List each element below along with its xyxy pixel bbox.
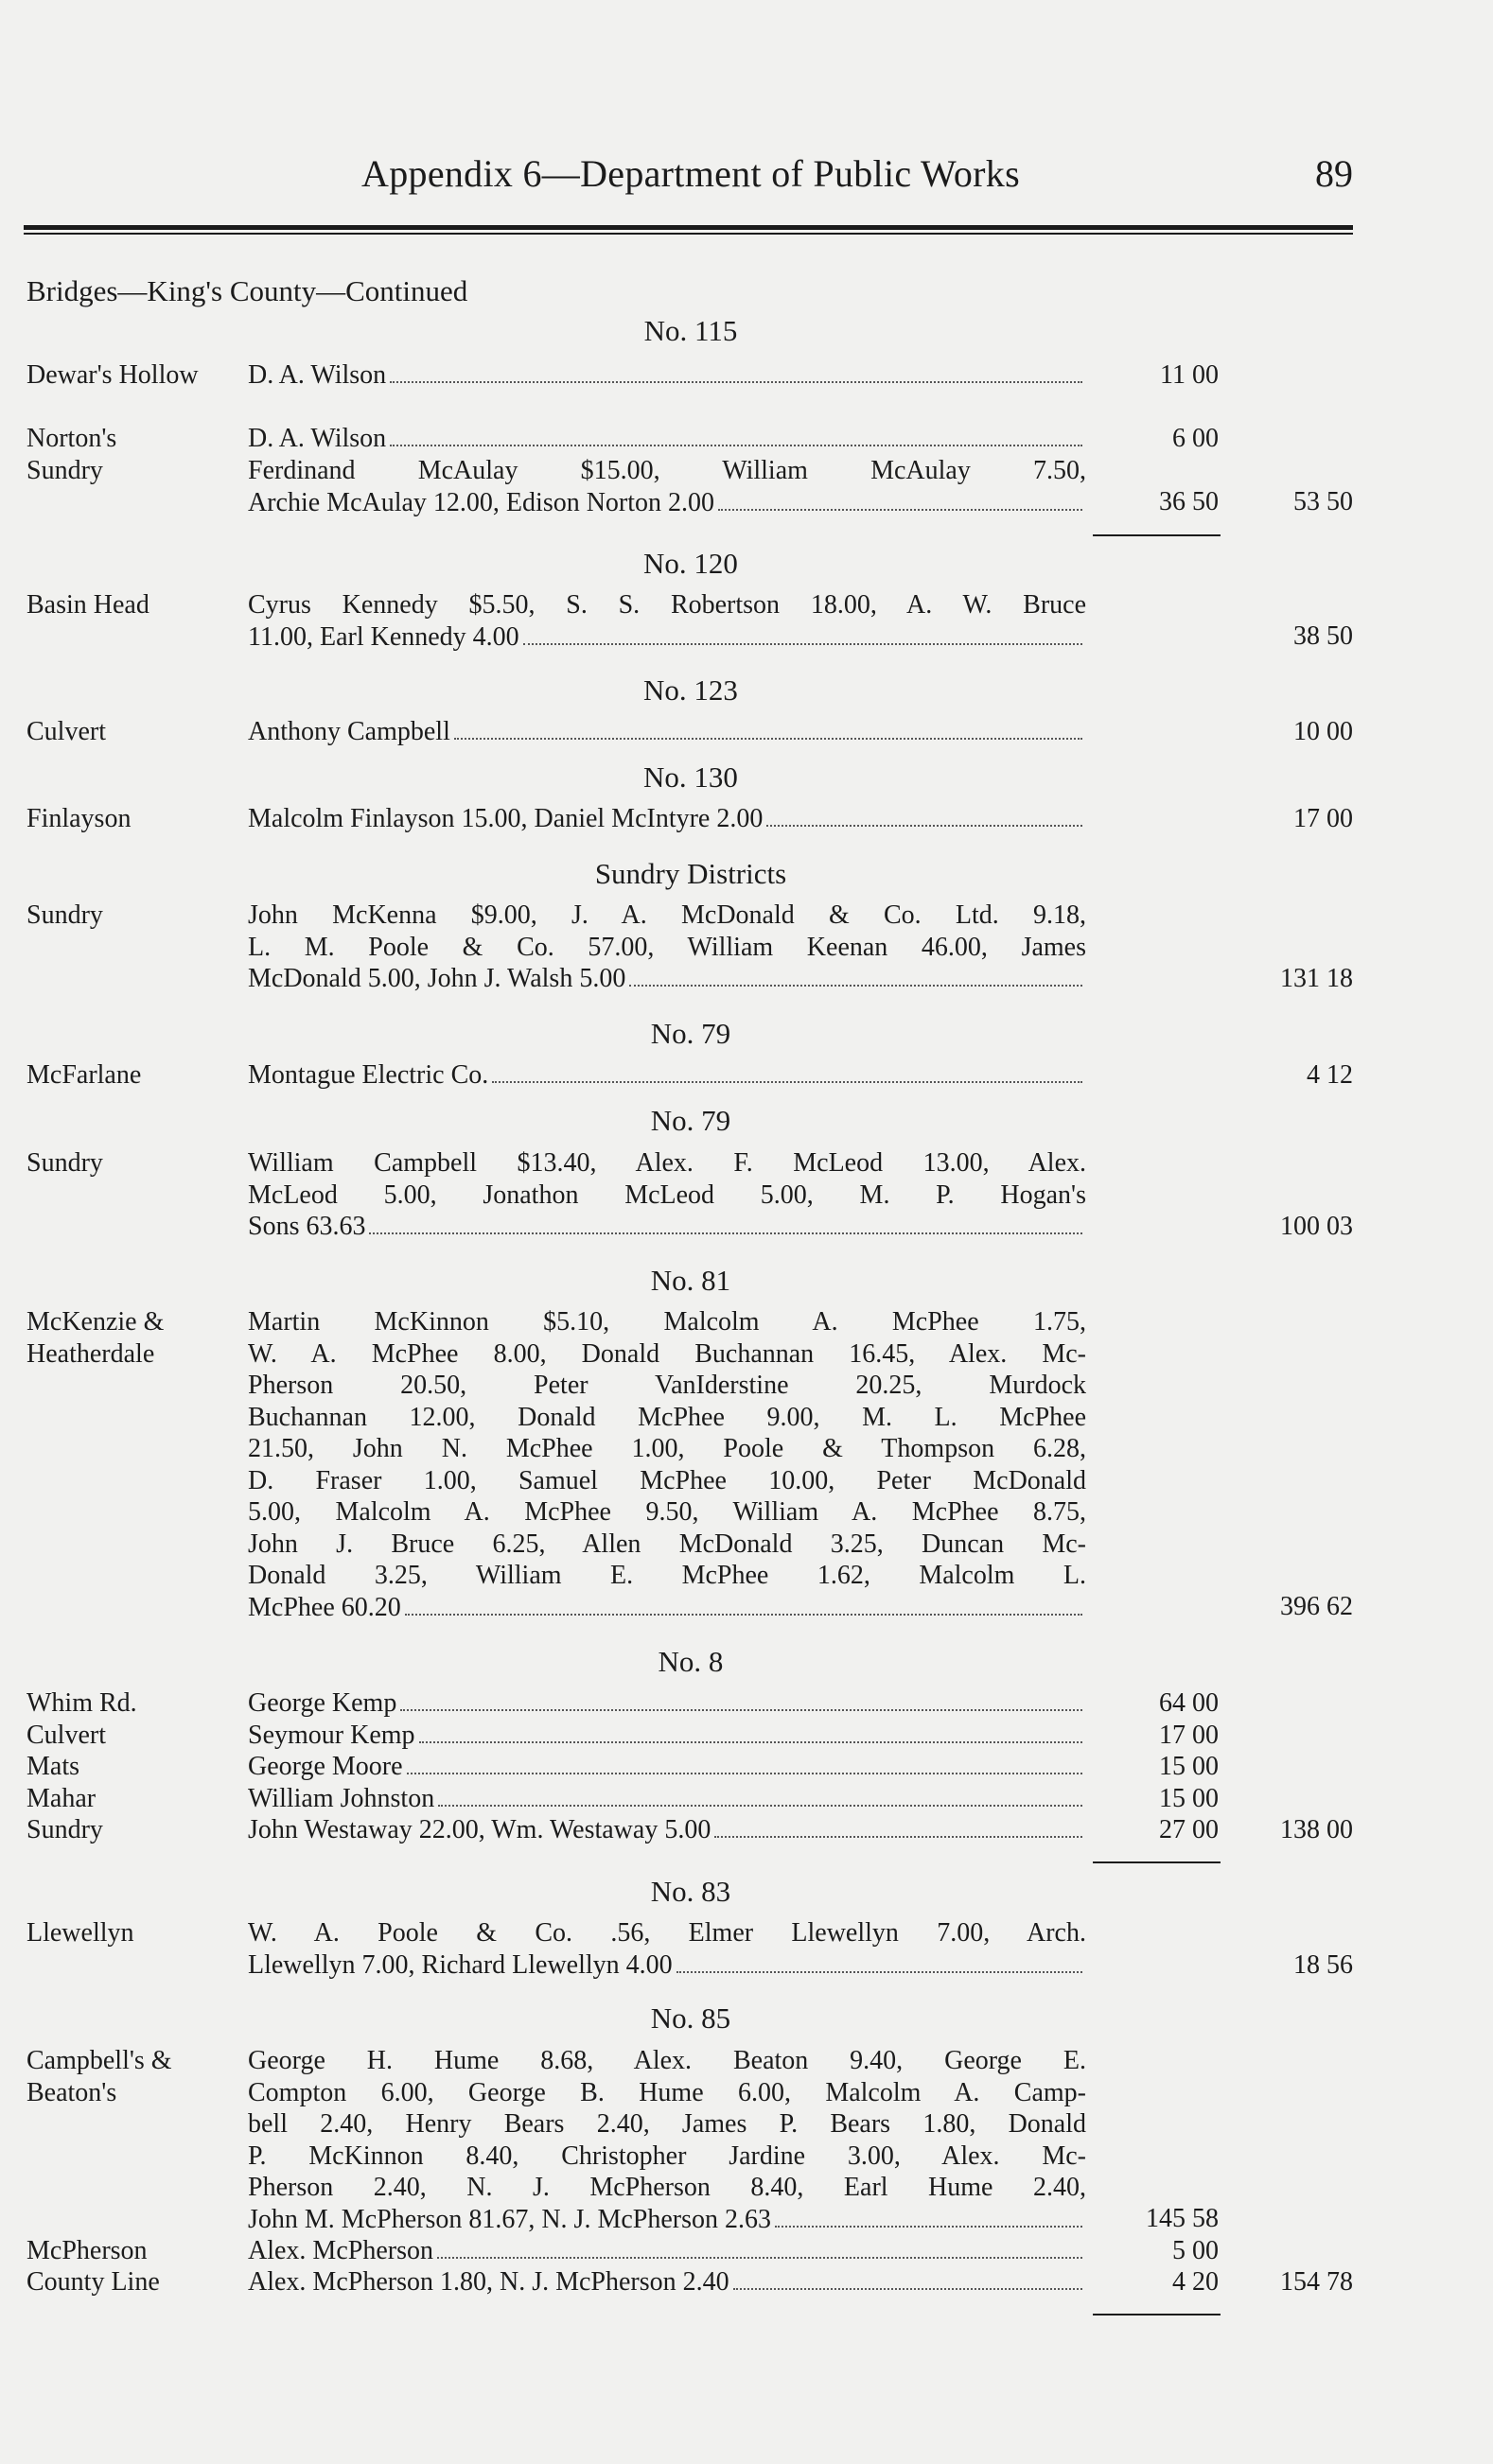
place-name: Sundry [26,456,103,485]
entry-description: D. A. Wilson [248,423,1086,455]
place-name: Norton's [26,424,117,453]
dot-leader [390,381,1082,383]
entry-description: George Moore [248,1751,1086,1783]
entry-amount: 5 00 [1172,2236,1219,2265]
entry-description: William Johnston [248,1783,1086,1815]
place-name: Culvert [26,717,106,746]
entry-description: Alex. McPherson [248,2235,1086,2267]
entry-amount: 15 00 [1159,1784,1219,1813]
entry-description: W. A. Poole & Co. .56, Elmer Llewellyn 7.00, Arch. Llewellyn 7.00, Richard Llewellyn 4.00 [248,1918,1086,1980]
entry-description: William Campbell $13.40, Alex. F. McLeod 13.00, Alex. McLeod 5.00, Jonathon McLeod 5.00, M. P. Hogan's Sons 63.63 [248,1148,1086,1241]
entry-description: Montague Electric Co. [248,1059,1086,1092]
block-total: 4 12 [1307,1060,1353,1090]
block-heading: Sundry Districts [594,857,787,890]
entry-description: George Kemp [248,1687,1086,1720]
entry-description: John Westaway 22.00, Wm. Westaway 5.00 [248,1814,1086,1846]
entry-description: Malcolm Finlayson 15.00, Daniel McIntyre 2.00 [248,803,1086,835]
entry-description: Seymour Kemp [248,1720,1086,1752]
block-total: 100 03 [1280,1212,1353,1241]
place-name: Mats [26,1752,79,1781]
dot-leader [523,643,1082,645]
block-total: 53 50 [1293,487,1353,516]
entry-amount: 17 00 [1159,1721,1219,1750]
block-total: 138 00 [1280,1815,1353,1844]
block-heading: No. 79 [650,1104,731,1137]
block-heading: No. 83 [650,1875,731,1908]
dot-leader [775,2226,1082,2228]
block-heading: No. 81 [650,1264,731,1297]
block-total: 17 00 [1293,804,1353,833]
block-total: 131 18 [1280,964,1353,993]
entry-description: George H. Hume 8.68, Alex. Beaton 9.40, George E. Compton 6.00, George B. Hume 6.00, Malcolm A. Camp- bell 2.40, Henry Bears 2.40, James P. Bears 1.80, Donald P. McKinnon 8.40, Christopher Jardine 3.00, Alex. Mc- Pherson 2.40, N. J. McPherson 8.40, Earl Hume 2.40, John M. McPherson 81.67, N. J. McPherson 2.63 [248,2046,1086,2234]
place-name: Sundry [26,1815,103,1844]
place-name: McKenzie & Heatherdale [26,1307,165,1369]
entry-description: Martin McKinnon $5.10, Malcolm A. McPhee 1.75, W. A. McPhee 8.00, Donald Buchannan 16.45, Alex. Mc- Pherson 20.50, Peter VanIderstine 20.25, Murdock Buchannan 12.00, Donald McPhee 9.00, M. L. McPhee 21.50, John N. McPhee 1.00, Poole & Thompson 6.28, D. Fraser 1.00, Samuel McPhee 10.00, Peter McDonald 5.00, Malcolm A. McPhee 9.50, William A. McPhee 8.75, John J. Bruce 6.25, Allen McDonald 3.25, Duncan Mc- Donald 3.25, William E. McPhee 1.62, Malcolm L. McPhee 60.20 [248,1307,1086,1622]
entry-description: Cyrus Kennedy $5.50, S. S. Robertson 18.00, A. W. Bruce 11.00, Earl Kennedy 4.00 [248,590,1086,652]
dot-leader [714,1836,1082,1838]
entry-description: Anthony Campbell [248,716,1086,748]
place-name: Finlayson [26,804,132,833]
place-name: Whim Rd. [26,1688,137,1718]
block-total: 154 78 [1280,2267,1353,2297]
dot-leader [676,1971,1082,1973]
entry-amount: 6 00 [1172,424,1219,453]
place-name: Dewar's Hollow [26,360,199,390]
block-heading: No. 8 [658,1645,724,1678]
subtotal-rule [1093,1861,1221,1863]
entry-amount: 36 50 [1159,487,1219,516]
block-total: 38 50 [1293,621,1353,651]
section-title: Bridges—King's County—Continued [26,274,468,307]
block-total: 18 56 [1293,1950,1353,1980]
dot-leader [407,1773,1082,1774]
entry-description: D. A. Wilson [248,359,1086,392]
place-name: McFarlane [26,1060,142,1090]
place-name: Campbell's & Beaton's [26,2046,172,2107]
dot-leader [438,1805,1082,1807]
dot-leader [454,738,1082,740]
entry-description: John McKenna $9.00, J. A. McDonald & Co. Ltd. 9.18, L. M. Poole & Co. 57.00, William Keenan 46.00, James McDonald 5.00, John J. Walsh 5.00 [248,900,1086,993]
header-rule-thin [24,233,1353,235]
block-total: 10 00 [1293,717,1353,746]
block-heading: No. 120 [643,547,738,580]
entry-description: Alex. McPherson 1.80, N. J. McPherson 2.40 [248,2266,1086,2298]
page-title: Appendix 6—Department of Public Works [361,152,1020,195]
block-heading: No. 123 [643,673,738,707]
dot-leader [718,509,1082,511]
block-heading: No. 85 [650,2001,731,2035]
dot-leader [766,825,1082,827]
dot-leader [400,1709,1082,1711]
place-name: Sundry [26,1148,103,1178]
place-name: County Line [26,2267,160,2297]
header-rule [24,225,1353,230]
place-name: Basin Head [26,590,149,620]
dot-leader [419,1741,1082,1743]
place-name: Llewellyn [26,1918,134,1948]
dot-leader [733,2288,1082,2290]
entry-amount: 145 58 [1146,2204,1219,2233]
dot-leader [369,1232,1082,1234]
place-name: Culvert [26,1721,106,1750]
block-heading: No. 115 [643,314,738,347]
dot-leader [492,1081,1082,1083]
entry-amount: 11 00 [1160,360,1219,390]
dot-leader [437,2257,1082,2259]
block-total: 396 62 [1280,1592,1353,1621]
subtotal-rule [1093,2314,1221,2315]
block-heading: No. 130 [643,760,738,794]
place-name: Sundry [26,900,103,930]
entry-amount: 4 20 [1172,2267,1219,2297]
dot-leader [390,445,1082,446]
entry-description: Ferdinand McAulay $15.00, William McAulay 7.50, Archie McAulay 12.00, Edison Norton 2.00 [248,456,1086,517]
place-name: Mahar [26,1784,97,1813]
place-name: McPherson [26,2236,148,2265]
entry-amount: 27 00 [1159,1815,1219,1844]
block-heading: No. 79 [650,1017,731,1050]
dot-leader [629,985,1082,987]
entry-amount: 15 00 [1159,1752,1219,1781]
dot-leader [405,1614,1082,1616]
subtotal-rule [1093,534,1221,536]
entry-amount: 64 00 [1159,1688,1219,1718]
page-number: 89 [1315,152,1353,195]
